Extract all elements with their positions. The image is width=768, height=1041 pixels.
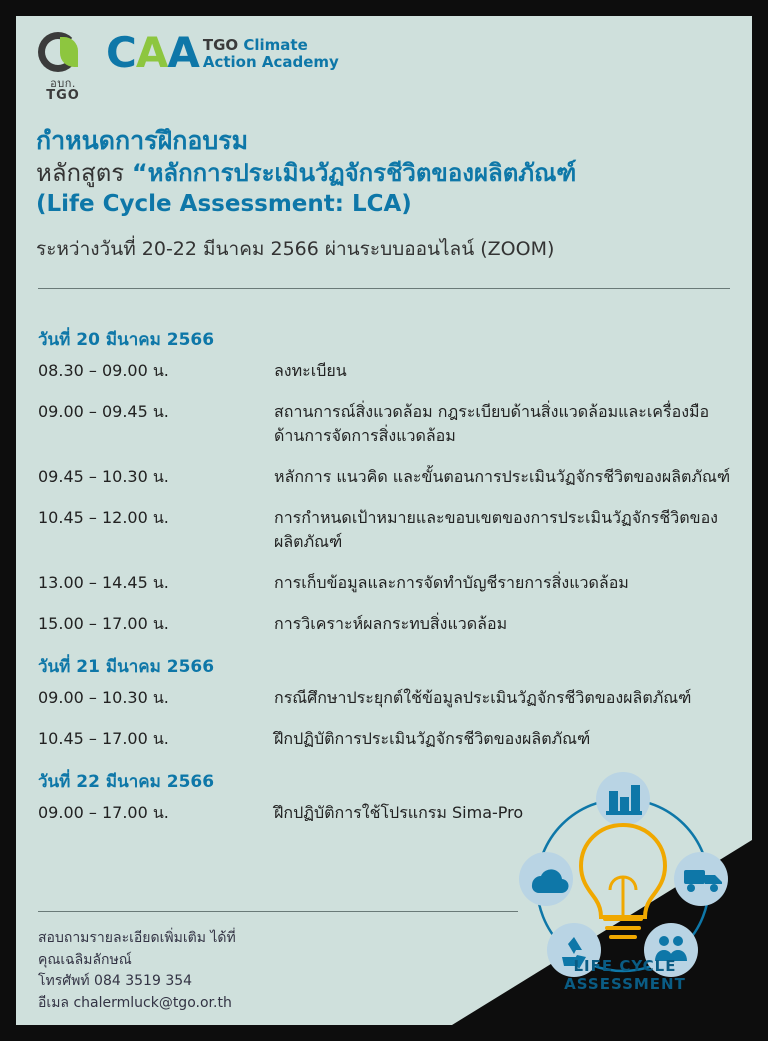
session-topic: หลักการ แนวคิด และขั้นตอนการประเมินวัฏจักรชีวิตของผลิตภัณฑ์ — [274, 467, 731, 486]
caa-subtitle-tgo: TGO — [202, 36, 239, 55]
divider-bottom — [38, 911, 518, 912]
session-time: 15.00 – 17.00 น. — [38, 614, 169, 633]
schedule-row — [38, 465, 738, 489]
schedule-row — [38, 612, 738, 636]
caa-subtitle — [203, 35, 339, 71]
divider-top — [38, 288, 730, 289]
schedule-row — [38, 801, 738, 825]
tgo-leaf-icon — [38, 32, 88, 76]
session-topic: สถานการณ์สิ่งแวดล้อม กฎระเบียบด้านสิ่งแวดล้อมและเครื่องมือด้านการจัดการสิ่งแวดล้อม — [274, 402, 710, 445]
session-topic: กรณีศึกษาประยุกต์ใช้ข้อมูลประเมินวัฏจักรชีวิตของผลิตภัณฑ์ — [274, 688, 692, 707]
contact-name: คุณเฉลิมลักษณ์ — [38, 951, 132, 968]
session-time: 10.45 – 17.00 น. — [38, 729, 169, 748]
tgo-logo — [32, 32, 94, 102]
session-time: 09.00 – 17.00 น. — [38, 803, 169, 822]
caa-letter-c: C — [106, 28, 136, 77]
schedule-row — [38, 686, 738, 710]
schedule-row — [38, 571, 738, 595]
day-heading-3: วันที่ 22 มีนาคม 2566 — [38, 772, 215, 792]
course-prefix: หลักสูตร — [36, 159, 132, 187]
day-heading-1: วันที่ 20 มีนาคม 2566 — [38, 330, 215, 350]
schedule-row — [38, 400, 738, 448]
session-time: 09.00 – 10.30 น. — [38, 688, 169, 707]
session-time: 08.30 – 09.00 น. — [38, 361, 169, 380]
caa-letter-a2: A — [167, 28, 199, 77]
contact-footer — [38, 928, 236, 1015]
session-time: 09.45 – 10.30 น. — [38, 467, 169, 486]
course-name-english: (Life Cycle Assessment: LCA) — [36, 191, 412, 218]
schedule-list — [38, 326, 738, 842]
contact-phone: โทรศัพท์ 084 3519 354 — [38, 973, 193, 990]
logo-row — [32, 28, 339, 103]
caa-subtitle-line1: Climate — [243, 36, 308, 55]
session-time: 09.00 – 09.45 น. — [38, 402, 169, 421]
event-subtitle: ระหว่างวันที่ 20-22 มีนาคม 2566 ผ่านระบบออนไลน์ (ZOOM) — [36, 238, 555, 261]
course-name: “หลักการประเมินวัฏจักรชีวิตของผลิตภัณฑ์ — [131, 159, 577, 187]
header-block — [36, 124, 736, 264]
session-topic: ลงทะเบียน — [274, 361, 347, 380]
session-time: 10.45 – 12.00 น. — [38, 508, 169, 527]
tgo-logo-english-text: TGO — [46, 88, 80, 103]
caa-letter-a1: A — [135, 28, 168, 77]
session-topic: ฝึกปฏิบัติการประเมินวัฏจักรชีวิตของผลิตภัณฑ์ — [274, 729, 591, 748]
contact-email[interactable]: อีเมล chalermluck@tgo.or.th — [38, 995, 232, 1012]
session-topic: การเก็บข้อมูลและการจัดทำบัญชีรายการสิ่งแวดล้อม — [274, 573, 629, 592]
contact-line-1: สอบถามรายละเอียดเพิ่มเติม ได้ที่ — [38, 930, 236, 946]
day-heading-2: วันที่ 21 มีนาคม 2566 — [38, 657, 215, 677]
tgo-logo-thai-text: อบก. — [50, 77, 76, 90]
schedule-row — [38, 727, 738, 751]
schedule-row — [38, 506, 738, 554]
page-title: กำหนดการฝึกอบรม — [36, 126, 249, 155]
course-line — [36, 157, 736, 189]
poster-canvas — [16, 16, 752, 1025]
graphic-caption: LIFE CYCLE ASSESSMENT — [564, 957, 686, 993]
schedule-row — [38, 359, 738, 383]
session-topic: ฝึกปฏิบัติการใช้โปรแกรม Sima-Pro — [274, 803, 524, 822]
session-topic: การกำหนดเป้าหมายและขอบเขตของการประเมินวัฏจักรชีวิตของผลิตภัณฑ์ — [274, 508, 718, 551]
session-topic: การวิเคราะห์ผลกระทบสิ่งแวดล้อม — [274, 614, 508, 633]
caa-logo — [106, 28, 339, 77]
session-time: 13.00 – 14.45 น. — [38, 573, 169, 592]
caa-subtitle-line2: Action Academy — [202, 53, 339, 71]
